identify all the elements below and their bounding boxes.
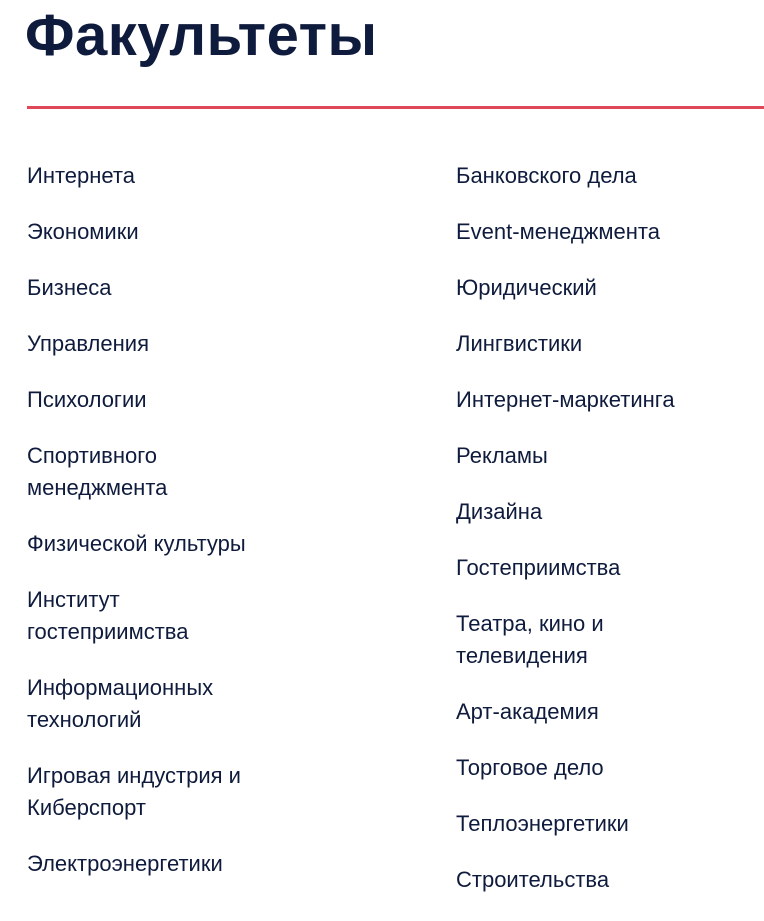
- faculty-link[interactable]: Управления: [27, 331, 149, 356]
- faculty-list-right: [456, 160, 756, 920]
- title-divider: [27, 106, 764, 109]
- faculty-link[interactable]: Гостеприимства: [456, 555, 621, 580]
- faculty-link[interactable]: Институт гостеприимства: [27, 587, 189, 644]
- faculty-link[interactable]: Юридический: [456, 275, 597, 300]
- faculty-link[interactable]: Банковского дела: [456, 163, 637, 188]
- faculty-link[interactable]: Лингвистики: [456, 331, 583, 356]
- faculty-link[interactable]: Театра, кино и телевидения: [456, 611, 604, 668]
- page-title: Факультеты: [25, 3, 378, 68]
- faculty-link[interactable]: Строительства: [456, 867, 610, 892]
- faculties-section: [27, 0, 764, 921]
- faculty-link[interactable]: Event-менеджмента: [456, 219, 660, 244]
- faculty-link[interactable]: Дизайна: [456, 499, 543, 524]
- faculty-link[interactable]: Экономики: [27, 219, 139, 244]
- faculty-link[interactable]: Торговое дело: [456, 755, 604, 780]
- faculty-link[interactable]: Интернета: [27, 163, 135, 188]
- faculty-link[interactable]: Психологии: [27, 387, 147, 412]
- faculty-link[interactable]: Физической культуры: [27, 531, 246, 556]
- faculty-link[interactable]: Информационных технологий: [27, 675, 214, 732]
- faculty-link[interactable]: Спортивного менеджмента: [27, 443, 168, 500]
- faculty-link[interactable]: Арт-академия: [456, 699, 599, 724]
- faculty-link[interactable]: Теплоэнергетики: [456, 811, 629, 836]
- faculty-link[interactable]: Электроэнергетики: [27, 851, 223, 876]
- faculty-list-left: [27, 160, 367, 904]
- faculty-link[interactable]: Интернет-маркетинга: [456, 387, 675, 412]
- faculty-link[interactable]: Бизнеса: [27, 275, 112, 300]
- faculty-link[interactable]: Рекламы: [456, 443, 548, 468]
- faculty-link[interactable]: Игровая индустрия и Киберспорт: [27, 763, 241, 820]
